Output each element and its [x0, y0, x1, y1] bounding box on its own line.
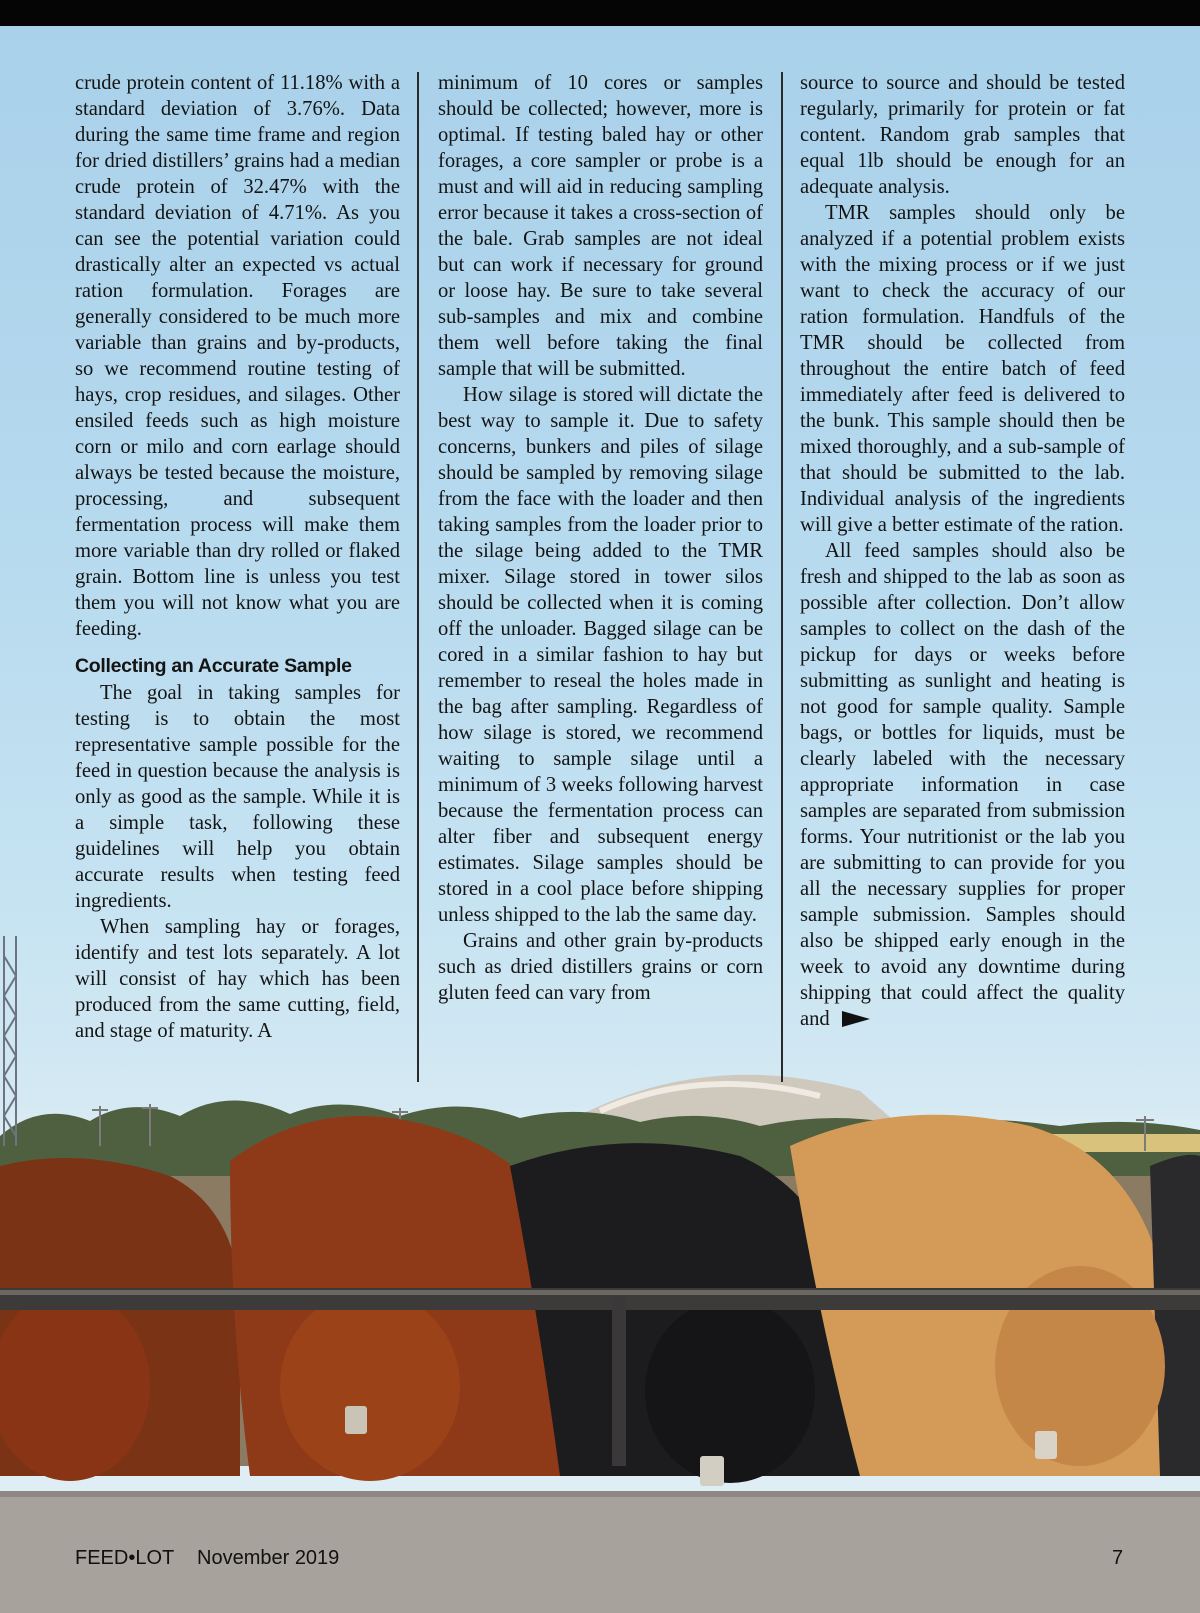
column1-paragraph-3: When sampling hay or forages, identify and test lots separately. A lot will consist of hay which has been produced from the same cutting, field, and stage of maturity. A	[75, 916, 400, 1042]
column3-paragraph-2: TMR samples should only be analyzed if a potential problem exists with the mixing process or if we just want to check the accuracy of our ration formulation. Handfuls of the TMR should be collected from throughout the entire batch of feed immediately after feed is delivered to the bunk. This sample should then be mixed thoroughly, and a sub-sample of that should be submitted to the lab. Individual analysis of the ingredients will give a better estimate of the ration.	[800, 202, 1125, 536]
article-column-2	[438, 70, 763, 1085]
column-divider-2	[781, 72, 783, 1082]
column1-paragraph-1: crude protein content of 11.18% with a standard deviation of 3.76%. Data during the same time frame and region for dried distillers’ grains had a median crude protein of 32.47% with the standard deviation of 4.71%. As you can see the potential variation could drastically alter an expected vs actual ration formulation. Forages are generally considered to be much more variable than grains and by-products, so we recommend routine testing of hays, crop residues, and silages. Other ensiled feeds such as high moisture corn or milo and corn earlage should always be tested because the moisture, processing, and subsequent fermentation process will make them more variable than dry rolled or flaked grain. Bottom line is unless you test them you will not know what you are feeding.	[75, 72, 400, 640]
magazine-brand: FEED•LOT	[75, 1547, 175, 1569]
column3-paragraph-1: source to source and should be tested regularly, primarily for protein or fat content. Random grab samples that equal 1lb should be enough for an adequate analysis.	[800, 72, 1125, 198]
column3-paragraph-3-text: All feed samples should also be fresh and shipped to the lab as soon as possible after collection. Don’t allow samples to collect on the dash of the pickup for days or weeks before submitting as sunlight and heating is not good for sample quality. Sample bags, or bottles for liquids, must be clearly labeled with the necessary appropriate information in case samples are separated from submission forms. Your nutritionist or the lab you are submitting to can provide for you all the necessary supplies for proper sample submission. Samples should also be shipped early enough in the week to avoid any downtime during shipping that could affect the quality and	[800, 540, 1125, 1030]
top-black-bar	[0, 0, 1200, 26]
column3-paragraph-3	[800, 538, 1125, 1032]
article-column-3	[800, 70, 1125, 1085]
article-column-1	[75, 70, 400, 1085]
page-number: 7	[1112, 1547, 1124, 1569]
column2-paragraph-1: minimum of 10 cores or samples should be collected; however, more is optimal. If testing baled hay or other forages, a core sampler or probe is a must and will aid in reducing sampling error because it takes a cross-section of the bale. Grab samples are not ideal but can work if necessary for ground or loose hay. Be sure to take several sub-samples and mix and combine them well before taking the final sample that will be submitted.	[438, 72, 763, 380]
issue-date: November 2019	[197, 1547, 340, 1569]
section-heading: Collecting an Accurate Sample	[75, 655, 352, 677]
page-footer	[0, 1543, 1200, 1573]
article-columns	[75, 70, 1127, 1085]
continue-arrow-icon	[842, 1011, 870, 1027]
column2-paragraph-2: How silage is stored will dictate the best way to sample it. Due to safety concerns, bunkers and piles of silage should be sampled by removing silage from the face with the loader and then taking samples from the loader prior to the silage being added to the TMR mixer. Silage stored in tower silos should be collected when it is coming off the unloader. Bagged silage can be cored in a similar fashion to hay but remember to reseal the holes made in the bag after sampling. Regardless of how silage is stored, we recommend waiting to sample silage until a minimum of 3 weeks following harvest because the fermentation process can alter fiber and subsequent energy estimates. Silage samples should be stored in a cool place before shipping unless shipped to the lab the same day.	[438, 384, 763, 926]
column-divider-1	[417, 72, 419, 1082]
column2-paragraph-3: Grains and other grain by-products such as dried distillers grains or corn gluten feed can vary from	[438, 930, 763, 1004]
column1-paragraph-2: The goal in taking samples for testing is to obtain the most representative sample possible for the feed in question because the analysis is only as good as the sample. While it is a simple task, following these guidelines will help you obtain accurate results when testing feed ingredients.	[75, 682, 400, 912]
